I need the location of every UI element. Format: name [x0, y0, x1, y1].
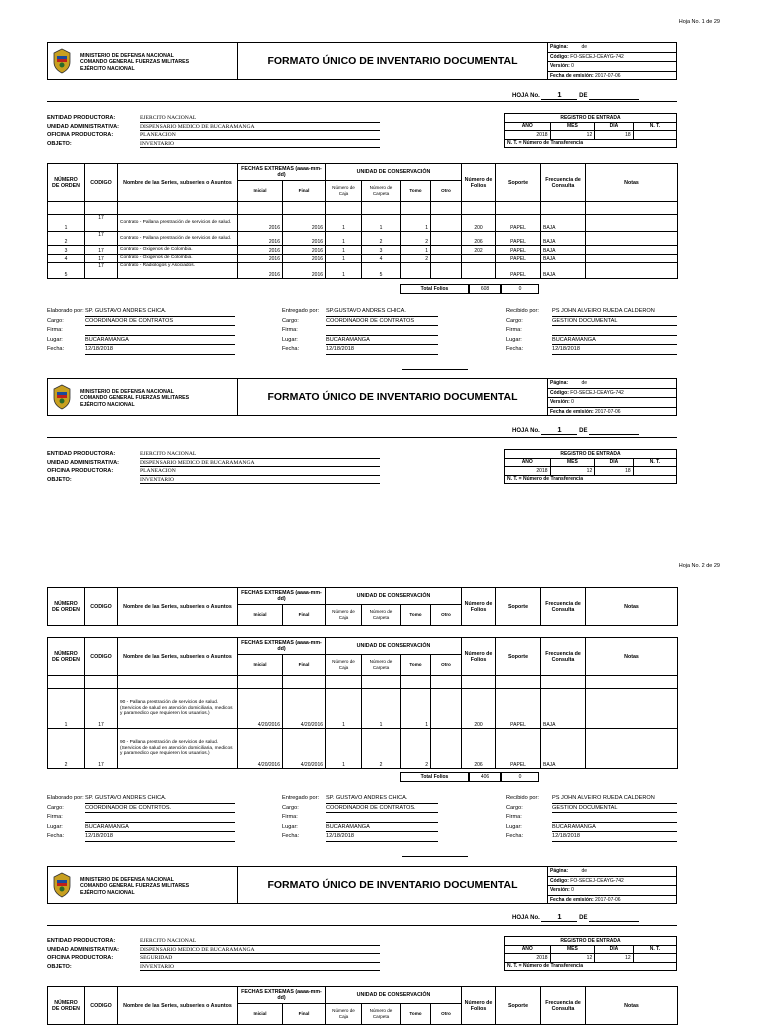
signature-entregado: Entregado por: SP. GUSTAVO ANDRES CHICA. Cargo: COORDINADOR DE CONTRATOS. Firma: Lugar: BUCARAMANGA Fecha: 12/18/2018	[282, 794, 438, 842]
table-row: 5 17 Contrato - Radiologos y Asociados. 2016 2016 1 5 PAPEL BAJA	[48, 263, 678, 279]
army-emblem-icon	[48, 43, 75, 79]
inventory-table: NÚMERO DE ORDEN CODIGO Nombre de las Series, subseries o Asuntos FECHAS EXTREMAS (aaaa-mm-dd) UNIDAD DE CONSERVACIÓN Número de Folios Soporte Frecuencia de Consulta Notas Inicial Final Número de Caja Número de Carpeta Tomo Otro 1 17 90 - Pallana prestración de servicios de salud. (Servicios de salud en atención domiciliaria, medicos y paramedico que requieren los usuarios.) 4/20/2016 4/20/2016 1 1 1 200 PAPEL BAJA 2 17 90 - Pallana prestración de servicios de salud. (Servicios de salud en atención domiciliaria, medicos y paramedico que requieren los usuarios.) 4/20/2016 4/20/2016 1 2 2 206 PAPEL BAJA	[47, 637, 678, 769]
sheet-number: Hoja No. 2 de 29	[678, 563, 720, 569]
form-meta: Página: de Código: FO-SECEJ-CEAYG-742 Versión: 0 Fecha de emisión: 2017-07-06	[548, 867, 676, 903]
sheet-number: Hoja No. 1 de 29	[678, 19, 720, 25]
table-row: 4 17 Contrato - Oxigenos de Colombia. 2016 2016 1 4 2 PAPEL BAJA	[48, 254, 678, 263]
inventory-table: NÚMERO DE ORDEN CODIGO Nombre de las Series, subseries o Asuntos FECHAS EXTREMAS (aaaa-mm-dd) UNIDAD DE CONSERVACIÓN Número de Folios Soporte Frecuencia de Consulta Notas Inicial Final Número de Caja Número de Carpeta Tomo Otro 1 17 Contrato - Pallana prestración de servicios de salud. 2016 2016 1 1 1 200 PAPEL BAJA 2 17 Contrato - Pallana prestración de servicios de salud. 2016 2016 1 2 2 206 PAPEL BAJA 3 17 Contrato - Oxigenos de Colombia. 2016 2016 1 3 1 202 PAPEL BAJA 4 17 Contrato - Oxigenos de Colombia. 2016 2016 1 4 2 PAPEL BAJA 5 17 Contrato - Radiologos y Asociados. 2016 2016 1 5 PAPEL BAJA	[47, 163, 678, 279]
signature-recibido: Recibido por: PS JOHN ALVEIRO RUEDA CALDERON Cargo: GESTION DOCUMENTAL Firma: Lugar: BUCARAMANGA Fecha: 12/18/2018	[506, 307, 677, 355]
form-header	[47, 378, 677, 416]
table-row: 1 17 Contrato - Pallana prestración de servicios de salud. 2016 2016 1 1 1 200 PAPEL BAJA	[48, 215, 678, 232]
entity-block: ENTIDAD PRODUCTORA: EJERCITO NACIONAL UNIDAD ADMINISTRATIVA: DISPENSARIO MEDICO DE BUCARAMANGA OFICINA PRODUCTORA: PLANEACION OBJETO: INVENTARIO	[47, 450, 487, 484]
total-folios: Total Folios 406 0	[400, 772, 539, 782]
form-header	[47, 42, 677, 80]
signature-entregado: Entregado por: SP.GUSTAVO ANDRES CHICA. Cargo: COORDINADOR DE CONTRATOS Firma: Lugar: BUCARAMANGA Fecha: 12/18/2018	[282, 307, 438, 355]
registro-entrada: REGISTRO DE ENTRADA AÑO MES DIA N. T. 2018 12 12 N. T. = Número de Transferencia	[504, 936, 677, 971]
inventory-table-header: NÚMERO DE ORDEN CODIGO Nombre de las Series, subseries o Asuntos FECHAS EXTREMAS (aaaa-mm-dd) UNIDAD DE CONSERVACIÓN Número de Folios Soporte Frecuencia de Consulta Notas Inicial Final Número de Caja Número de Carpeta Tomo Otro	[47, 986, 678, 1025]
hoja-number: HOJA No. 1 DE	[512, 90, 639, 100]
army-emblem-icon	[48, 379, 75, 415]
ministry-name: MINISTERIO DE DEFENSA NACIONAL COMANDO GENERAL FUERZAS MILITARES EJÉRCITO NACIONAL	[75, 43, 238, 79]
signature-recibido: Recibido por: PS JOHN ALVEIRO RUEDA CALDERON Cargo: GESTION DOCUMENTAL Firma: Lugar: BUCARAMANGA Fecha: 12/18/2018	[506, 794, 677, 842]
entity-block: ENTIDAD PRODUCTORA: EJERCITO NACIONAL UNIDAD ADMINISTRATIVA: DISPENSARIO MEDICO DE BUCARAMANGA OFICINA PRODUCTORA: SEGURIDAD OBJETO: INVENTARIO	[47, 937, 487, 971]
hoja-number: HOJA No. 1 DE	[512, 912, 639, 922]
hoja-number: HOJA No. 1 DE	[512, 425, 639, 435]
form-meta: Página: de Código: FO-SECEJ-CEAYG-742 Versión: 0 Fecha de emisión: 2017-07-06	[548, 379, 676, 415]
ministry-name: MINISTERIO DE DEFENSA NACIONAL COMANDO GENERAL FUERZAS MILITARES EJÉRCITO NACIONAL	[75, 867, 238, 903]
table-row: 2 17 90 - Pallana prestración de servicios de salud. (Servicios de salud en atención domiciliaria, medicos y paramedico que requieren los usuarios.) 4/20/2016 4/20/2016 1 2 2 206 PAPEL BAJA	[48, 729, 678, 769]
form-meta: Página: de Código: FO-SECEJ-CEAYG-742 Versión: 0 Fecha de emisión: 2017-07-06	[548, 43, 676, 79]
registro-entrada: REGISTRO DE ENTRADA AÑO MES DIA N. T. 2018 12 18 N. T. = Número de Transferencia	[504, 113, 677, 148]
table-row: 2 17 Contrato - Pallana prestración de servicios de salud. 2016 2016 1 2 2 206 PAPEL BAJA	[48, 232, 678, 246]
form-title: FORMATO ÚNICO DE INVENTARIO DOCUMENTAL	[238, 867, 548, 903]
inventory-table-header: NÚMERO DE ORDEN CODIGO Nombre de las Series, subseries o Asuntos FECHAS EXTREMAS (aaaa-mm-dd) UNIDAD DE CONSERVACIÓN Número de Folios Soporte Frecuencia de Consulta Notas Inicial Final Número de Caja Número de Carpeta Tomo Otro	[47, 587, 678, 626]
form-header	[47, 866, 677, 904]
army-emblem-icon	[48, 867, 75, 903]
table-row: 3 17 Contrato - Oxigenos de Colombia. 2016 2016 1 3 1 202 PAPEL BAJA	[48, 246, 678, 255]
registro-entrada: REGISTRO DE ENTRADA AÑO MES DIA N. T. 2018 12 18 N. T. = Número de Transferencia	[504, 449, 677, 484]
table-row: 1 17 90 - Pallana prestración de servicios de salud. (Servicios de salud en atención domiciliaria, medicos y paramedico que requieren los usuarios.) 4/20/2016 4/20/2016 1 1 1 200 PAPEL BAJA	[48, 689, 678, 729]
form-title: FORMATO ÚNICO DE INVENTARIO DOCUMENTAL	[238, 43, 548, 79]
ministry-name: MINISTERIO DE DEFENSA NACIONAL COMANDO GENERAL FUERZAS MILITARES EJÉRCITO NACIONAL	[75, 379, 238, 415]
entity-block: ENTIDAD PRODUCTORA: EJERCITO NACIONAL UNIDAD ADMINISTRATIVA: DISPENSARIO MEDICO DE BUCARAMANGA OFICINA PRODUCTORA: PLANEACION OBJETO: INVENTARIO	[47, 114, 487, 148]
signature-elaborado: Elaborado por: SP. GUSTAVO ANDRES CHICA. Cargo: COORDINADOR DE CONTRATOS Firma: Lugar: BUCARAMANGA Fecha: 12/18/2018	[47, 307, 235, 355]
signature-elaborado: Elaborado por: SP. GUSTAVO ANDRES CHICA. Cargo: COORDINADOR DE CONTRTOS. Firma: Lugar: BUCARAMANGA Fecha: 12/18/2018	[47, 794, 235, 842]
total-folios: Total Folios 608 0	[400, 284, 539, 294]
form-title: FORMATO ÚNICO DE INVENTARIO DOCUMENTAL	[238, 379, 548, 415]
